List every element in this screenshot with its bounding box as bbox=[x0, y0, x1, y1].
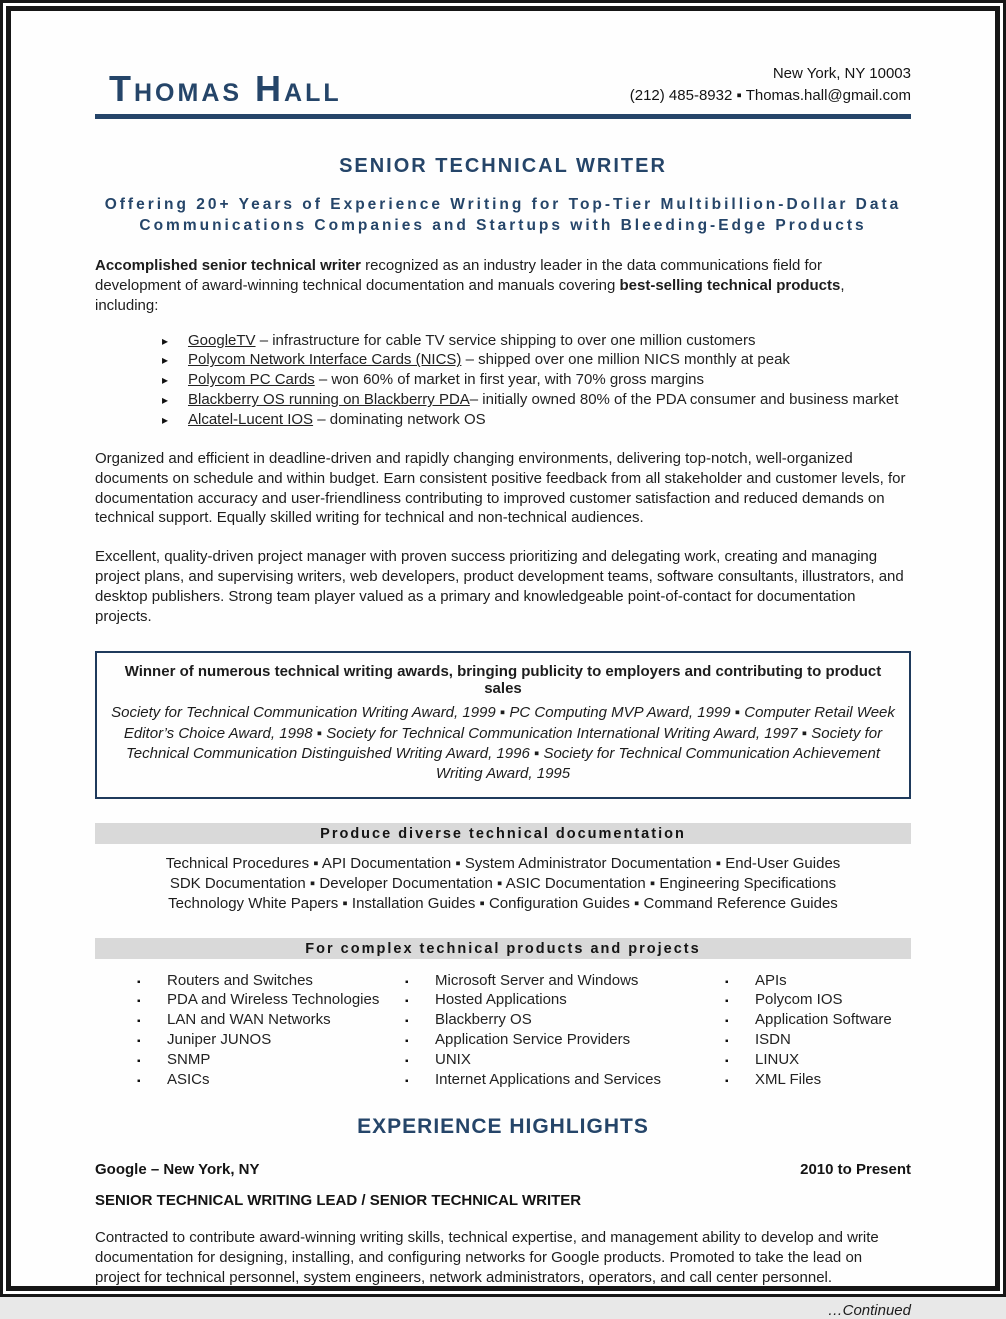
product-item: Blackberry OS bbox=[435, 1011, 532, 1029]
product-item: Application Service Providers bbox=[435, 1030, 631, 1048]
square-bullet-icon: ▪ bbox=[137, 996, 141, 1008]
square-bullet-icon: ▪ bbox=[137, 1016, 141, 1028]
summary-bold-lead: Accomplished senior technical writer bbox=[95, 256, 361, 274]
products-column-1 bbox=[95, 971, 405, 1090]
summary-text-1: recognized as an industry leader in the data communications field for development of award-winning technical documentation and manuals covering bbox=[95, 256, 823, 294]
summary-paragraph-3: Excellent, quality-driven project manager with proven success prioritizing and delegating work, creating and managing project plans, and supervising writers, web developers, product development teams, software consultants, illustrators, and desktop publishers. Strong team player valued as a primary and knowledgeable point-of-contact for documentation projects. bbox=[95, 548, 904, 626]
awards-headline: Winner of numerous technical writing awards, bringing publicity to employers and contributing to product sales bbox=[124, 663, 882, 698]
list-item bbox=[405, 1070, 725, 1090]
list-item bbox=[162, 331, 911, 351]
square-bullet-icon: ▪ bbox=[725, 1055, 729, 1067]
summary-text-2: , including: bbox=[95, 276, 845, 314]
list-item bbox=[162, 350, 911, 370]
list-item bbox=[137, 971, 405, 991]
square-bullet-icon: ▪ bbox=[405, 1035, 409, 1047]
list-item bbox=[137, 1070, 405, 1090]
list-item bbox=[725, 1070, 911, 1090]
product-item: Juniper JUNOS bbox=[167, 1030, 272, 1048]
bullet-lead: GoogleTV bbox=[188, 331, 256, 349]
arrow-bullet-icon: ▸ bbox=[162, 393, 169, 408]
product-item: ISDN bbox=[755, 1030, 791, 1048]
product-item: Internet Applications and Services bbox=[435, 1070, 661, 1088]
contact-location: New York, NY 10003 bbox=[772, 65, 911, 82]
list-item bbox=[162, 370, 911, 390]
square-bullet-icon: ▪ bbox=[405, 1055, 409, 1067]
documentation-line-2: SDK Documentation ▪ Developer Documentation ▪ ASIC Documentation ▪ Engineering Specifications bbox=[169, 874, 837, 892]
square-bullet-icon: ▪ bbox=[405, 1075, 409, 1087]
list-item bbox=[162, 390, 911, 410]
summary-bold-products: best-selling technical products bbox=[619, 276, 841, 294]
square-bullet-icon: ▪ bbox=[725, 1075, 729, 1087]
section-bar-products: For complex technical products and projects bbox=[95, 938, 911, 959]
products-columns bbox=[95, 971, 911, 1090]
list-item bbox=[725, 971, 911, 991]
bullet-text bbox=[188, 350, 790, 370]
job-description: Contracted to contribute award-winning writing skills, technical expertise, and management ability to develop and write documentation for designing, installing, and configuring networks for Google products. Promoted to take the lead on project for technical personnel, system engineers, network administrators, operators, and call center personnel. bbox=[95, 1229, 879, 1287]
product-item: UNIX bbox=[435, 1050, 471, 1068]
bullet-rest: – shipped over one million NICS monthly at peak bbox=[461, 351, 790, 369]
awards-box bbox=[95, 651, 911, 799]
product-item: XML Files bbox=[755, 1070, 822, 1088]
list-item bbox=[725, 1050, 911, 1070]
bullet-rest: – dominating network OS bbox=[313, 410, 486, 428]
arrow-bullet-icon: ▸ bbox=[162, 353, 169, 368]
square-bullet-icon: ▪ bbox=[725, 976, 729, 988]
list-item bbox=[137, 990, 405, 1010]
list-item bbox=[137, 1050, 405, 1070]
resume-page-inner bbox=[6, 6, 1000, 1319]
section-bar-documentation: Produce diverse technical documentation bbox=[95, 823, 911, 844]
square-bullet-icon: ▪ bbox=[405, 996, 409, 1008]
square-bullet-icon: ▪ bbox=[137, 1075, 141, 1087]
bullet-lead: Blackberry OS running on Blackberry PDA bbox=[188, 391, 470, 409]
summary-paragraph-2: Organized and efficient in deadline-driven and rapidly changing environments, delivering top-notch, well-organized documents on schedule and within budget. Earn consistent positive feedback from all stakeholder and customer levels, for documentation accuracy and user-friendliness contributing to improved customer satisfaction and reduced demands on technical support. Equally skilled writing for technical and non-technical audiences. bbox=[95, 449, 906, 527]
square-bullet-icon: ▪ bbox=[725, 1016, 729, 1028]
bullet-text bbox=[188, 370, 704, 390]
bullet-text bbox=[188, 390, 898, 410]
product-bullet-list bbox=[162, 331, 911, 430]
square-bullet-icon: ▪ bbox=[137, 1035, 141, 1047]
products-column-3 bbox=[725, 971, 911, 1090]
employment-dates: 2010 to Present bbox=[800, 1161, 911, 1179]
bullet-text bbox=[188, 410, 486, 430]
product-item: ASICs bbox=[167, 1070, 210, 1088]
product-item: LAN and WAN Networks bbox=[167, 1011, 331, 1029]
list-item bbox=[725, 1010, 911, 1030]
documentation-line-1: Technical Procedures ▪ API Documentation ▪ System Administrator Documentation ▪ End-User Guides bbox=[165, 854, 841, 872]
products-column-2 bbox=[405, 971, 725, 1090]
list-item bbox=[405, 1050, 725, 1070]
square-bullet-icon: ▪ bbox=[137, 976, 141, 988]
documentation-line-3: Technology White Papers ▪ Installation Guides ▪ Configuration Guides ▪ Command Reference Guides bbox=[168, 894, 838, 912]
awards-list: Society for Technical Communication Writing Award, 1999 ▪ PC Computing MVP Award, 1999 ▪ Computer Retail Week Editor’s Choice Award, 1998 ▪ Society for Technical Communication International Writing Award, 1997 ▪ Society for Technical Communication Distinguished Writing Award, 1996 ▪ Society for Technical Communication Achievement Writing Award, 1995 bbox=[111, 704, 895, 783]
product-item: APIs bbox=[755, 971, 787, 989]
header-divider bbox=[95, 114, 911, 119]
arrow-bullet-icon: ▸ bbox=[162, 412, 169, 427]
square-bullet-icon: ▪ bbox=[725, 1035, 729, 1047]
list-item bbox=[725, 990, 911, 1010]
tagline-line-1: Offering 20+ Years of Experience Writing for Top-Tier Multibillion-Dollar Data bbox=[104, 195, 902, 213]
list-item bbox=[162, 410, 911, 430]
bullet-rest: – won 60% of market in first year, with 70% gross margins bbox=[314, 371, 705, 389]
resume-tagline bbox=[95, 194, 911, 237]
square-bullet-icon: ▪ bbox=[405, 1016, 409, 1028]
bullet-lead: Alcatel-Lucent IOS bbox=[188, 410, 314, 428]
product-item: Application Software bbox=[755, 1011, 892, 1029]
product-item: Routers and Switches bbox=[167, 971, 313, 989]
experience-company-row bbox=[95, 1161, 911, 1178]
bullet-lead: Polycom PC Cards bbox=[188, 371, 315, 389]
header bbox=[95, 63, 911, 109]
list-item bbox=[405, 1030, 725, 1050]
resume-title: SENIOR TECHNICAL WRITER bbox=[339, 154, 667, 177]
bullet-rest: – infrastructure for cable TV service shipping to over one million customers bbox=[255, 331, 756, 349]
contact-phone-email: (212) 485-8932 ▪ Thomas.hall@gmail.com bbox=[629, 86, 911, 104]
tagline-line-2: Communications Companies and Startups with Bleeding-Edge Products bbox=[139, 217, 867, 235]
product-item: Polycom IOS bbox=[755, 991, 843, 1009]
documentation-types bbox=[95, 854, 911, 914]
person-name: Thomas Hall bbox=[109, 67, 342, 109]
bullet-rest: – initially owned 80% of the PDA consumer and business market bbox=[469, 391, 899, 409]
product-item: Hosted Applications bbox=[435, 991, 567, 1009]
square-bullet-icon: ▪ bbox=[725, 996, 729, 1008]
square-bullet-icon: ▪ bbox=[137, 1055, 141, 1067]
product-item: PDA and Wireless Technologies bbox=[167, 991, 380, 1009]
product-item: Microsoft Server and Windows bbox=[435, 971, 639, 989]
bullet-text bbox=[188, 331, 756, 351]
list-item bbox=[405, 990, 725, 1010]
job-title: SENIOR TECHNICAL WRITING LEAD / SENIOR TECHNICAL WRITER bbox=[95, 1192, 582, 1210]
bullet-lead: Polycom Network Interface Cards (NICS) bbox=[188, 351, 462, 369]
arrow-bullet-icon: ▸ bbox=[162, 333, 169, 348]
square-bullet-icon: ▪ bbox=[405, 976, 409, 988]
company-name: Google bbox=[95, 1161, 147, 1179]
company-location: – New York, NY bbox=[146, 1161, 260, 1179]
list-item bbox=[137, 1010, 405, 1030]
arrow-bullet-icon: ▸ bbox=[162, 373, 169, 388]
experience-heading: EXPERIENCE HIGHLIGHTS bbox=[357, 1115, 649, 1139]
company-and-location bbox=[95, 1161, 260, 1178]
list-item bbox=[405, 971, 725, 991]
product-item: LINUX bbox=[755, 1050, 800, 1068]
product-item: SNMP bbox=[167, 1050, 211, 1068]
summary-paragraph-1 bbox=[95, 256, 911, 316]
list-item bbox=[405, 1010, 725, 1030]
continued-note: …Continued bbox=[827, 1302, 911, 1319]
list-item bbox=[137, 1030, 405, 1050]
list-item bbox=[725, 1030, 911, 1050]
contact-block bbox=[630, 63, 911, 109]
